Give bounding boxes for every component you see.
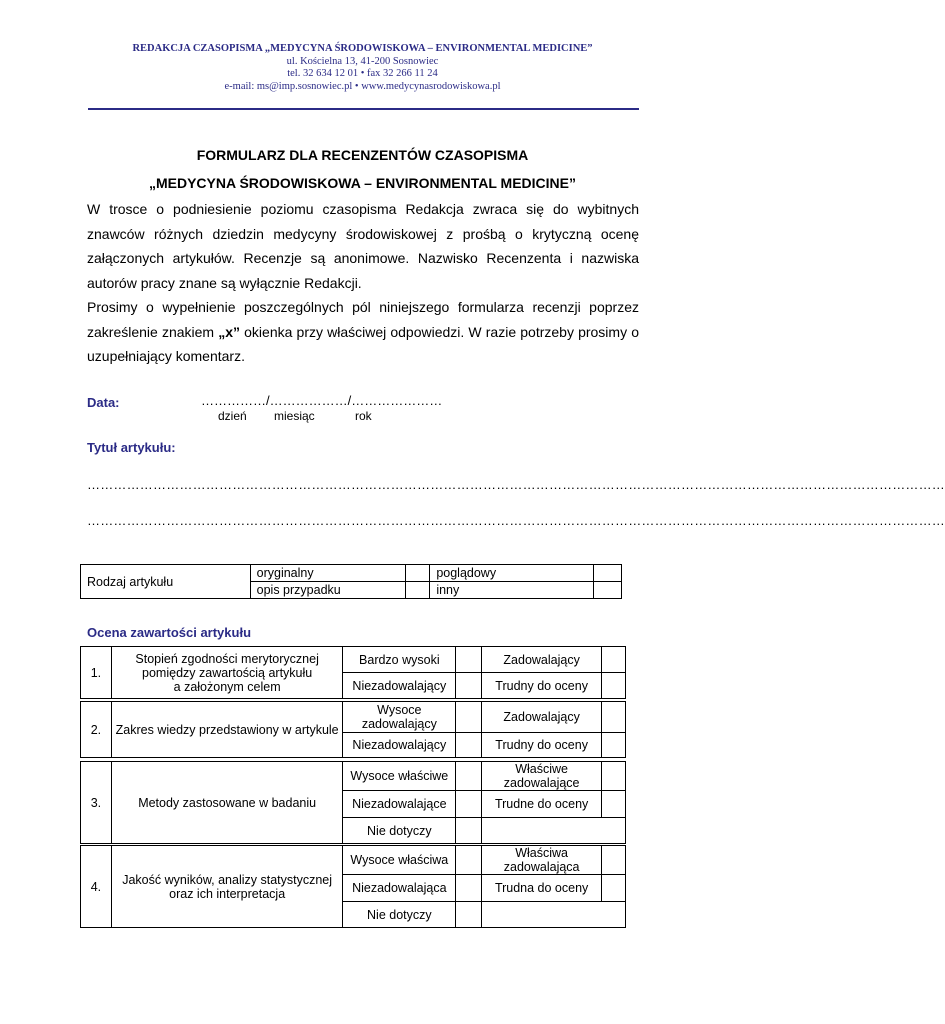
date-year-caption: rok — [355, 409, 372, 423]
option-label: Nie dotyczy — [343, 902, 456, 928]
article-title-line-2[interactable]: …………………………………………………………………………………………………………………………………………………………………………… — [87, 513, 945, 528]
date-day-caption: dzień — [218, 409, 247, 423]
option-checkbox[interactable] — [456, 818, 482, 844]
type-case-label: opis przypadku — [250, 582, 406, 599]
x-mark: „x” — [218, 323, 241, 340]
journal-phone: tel. 32 634 12 01 • fax 32 266 11 24 — [287, 68, 438, 79]
option-label: Niezadowalający — [343, 733, 456, 758]
option-label: Wysoce właściwa — [343, 846, 456, 875]
option-checkbox[interactable] — [602, 702, 626, 733]
option-checkbox[interactable] — [602, 791, 626, 818]
journal-address: ul. Kościelna 13, 41-200 Sosnowiec — [286, 55, 439, 67]
option-checkbox[interactable] — [456, 762, 482, 791]
type-review-checkbox[interactable] — [594, 565, 622, 582]
option-label: Nie dotyczy — [343, 818, 456, 844]
option-checkbox[interactable] — [602, 762, 626, 791]
section-number: 2. — [81, 702, 112, 758]
type-review-label: poglądowy — [430, 565, 594, 582]
date-label: Data: — [87, 395, 120, 410]
option-label: Niezadowalające — [343, 791, 456, 818]
assessment-section-1 — [80, 646, 626, 699]
option-label: Zadowalający — [482, 647, 602, 673]
empty-cell — [482, 902, 626, 928]
option-checkbox[interactable] — [602, 875, 626, 902]
option-checkbox[interactable] — [602, 846, 626, 875]
form-title: FORMULARZ DLA RECENZENTÓW CZASOPISMA — [196, 147, 529, 163]
type-original-label: oryginalny — [250, 565, 406, 582]
date-month-caption: miesiąc — [274, 409, 315, 423]
option-checkbox[interactable] — [602, 647, 626, 673]
article-type-label: Rodzaj artykułu — [81, 565, 251, 599]
option-label: Właściwe zadowalające — [482, 762, 602, 791]
option-label: Zadowalający — [482, 702, 602, 733]
criterion-label: Stopień zgodności merytorycznej pomiędzy zawartością artykułu a założonym celem — [111, 647, 342, 699]
article-title-line-1[interactable]: …………………………………………………………………………………………………………………………………………………………………………… — [87, 477, 945, 492]
section-number: 4. — [81, 846, 112, 928]
type-other-checkbox[interactable] — [594, 582, 622, 599]
option-label: Trudne do oceny — [482, 791, 602, 818]
criterion-label: Zakres wiedzy przedstawiony w artykule — [111, 702, 342, 758]
section-number: 1. — [81, 647, 112, 699]
intro-paragraph-1: W trosce o podniesienie poziomu czasopisma Redakcja zwraca się do wybitnych znawców różnych dziedzin medycyny środowiskowej z prośbą o krytyczną ocenę załączonych artykułów. Recenzje są anonimowe. Nazwisko Recenzenta i nazwiska autorów pracy znane są wyłącznie Redakcji. — [87, 201, 639, 291]
option-checkbox[interactable] — [602, 673, 626, 699]
assessment-section-3 — [80, 761, 626, 844]
date-field[interactable]: ……………/………………/………………… — [201, 393, 443, 408]
option-label: Bardzo wysoki — [343, 647, 456, 673]
option-label: Wysoce właściwe — [343, 762, 456, 791]
option-checkbox[interactable] — [456, 902, 482, 928]
option-checkbox[interactable] — [456, 846, 482, 875]
empty-cell — [482, 818, 626, 844]
type-other-label: inny — [430, 582, 594, 599]
option-label: Trudna do oceny — [482, 875, 602, 902]
journal-name: REDAKCJA CZASOPISMA „MEDYCYNA ŚRODOWISKOWA – ENVIRONMENTAL MEDICINE” — [132, 43, 593, 54]
option-checkbox[interactable] — [456, 702, 482, 733]
type-case-checkbox[interactable] — [406, 582, 430, 599]
form-subtitle: „MEDYCYNA ŚRODOWISKOWA – ENVIRONMENTAL MEDICINE” — [148, 175, 577, 191]
intro-text — [87, 197, 639, 369]
criterion-label: Jakość wyników, analizy statystycznej oraz ich interpretacja — [111, 846, 342, 928]
option-checkbox[interactable] — [456, 875, 482, 902]
article-type-table — [80, 564, 622, 599]
assessment-section-4 — [80, 845, 626, 928]
option-checkbox[interactable] — [602, 733, 626, 758]
intro-paragraph-2: Prosimy o wypełnienie poszczególnych pól niniejszego formularza recenzji poprzez zakreślenie znakiem „x” okienka przy właściwej odpowiedzi. W razie potrzeby prosimy o uzupełniający komentarz. — [87, 299, 639, 364]
section-number: 3. — [81, 762, 112, 844]
journal-contact: e-mail: ms@imp.sosnowiec.pl • www.medycynasrodowiskowa.pl — [224, 80, 501, 92]
option-label: Wysoce zadowalający — [343, 702, 456, 733]
assessment-section-2 — [80, 701, 626, 758]
criterion-label: Metody zastosowane w badaniu — [111, 762, 342, 844]
option-label: Niezadowalający — [343, 673, 456, 699]
option-checkbox[interactable] — [456, 673, 482, 699]
option-checkbox[interactable] — [456, 647, 482, 673]
option-label: Właściwa zadowalająca — [482, 846, 602, 875]
article-title-label: Tytuł artykułu: — [87, 440, 176, 455]
option-label: Niezadowalająca — [343, 875, 456, 902]
type-original-checkbox[interactable] — [406, 565, 430, 582]
option-label: Trudny do oceny — [482, 673, 602, 699]
option-checkbox[interactable] — [456, 733, 482, 758]
journal-header — [0, 43, 725, 93]
header-divider — [88, 108, 639, 110]
option-label: Trudny do oceny — [482, 733, 602, 758]
assessment-heading: Ocena zawartości artykułu — [87, 625, 252, 640]
option-checkbox[interactable] — [456, 791, 482, 818]
